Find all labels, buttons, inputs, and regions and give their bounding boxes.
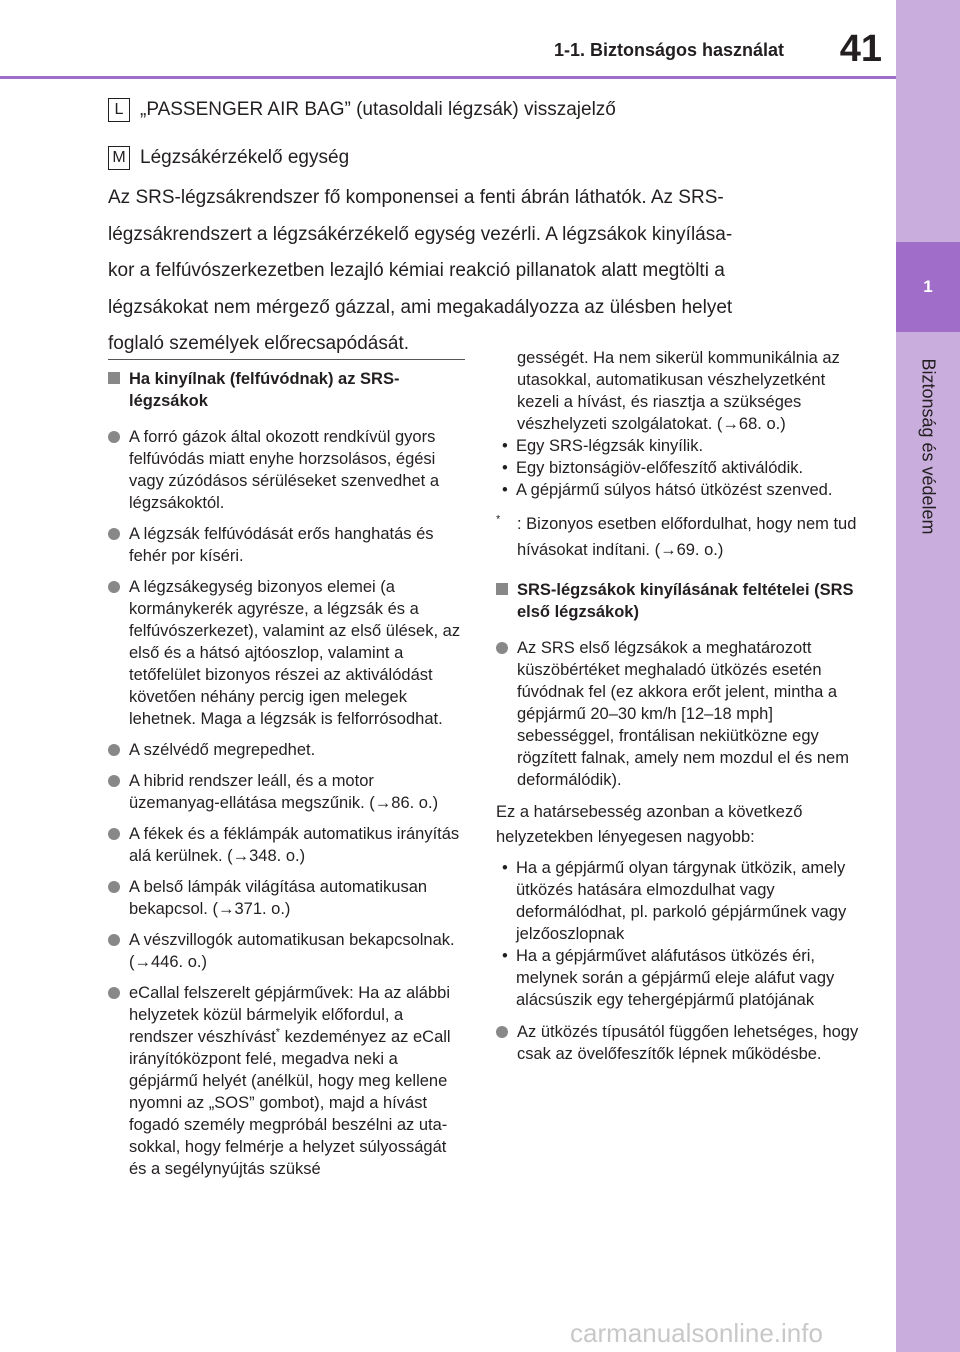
intro-paragraph	[108, 180, 848, 363]
intro-line: foglaló személyek előrecsapódását.	[108, 333, 410, 354]
page-number: 41	[839, 28, 882, 70]
circle-bullet-icon	[108, 528, 120, 540]
header-divider	[0, 76, 896, 79]
bullet-item: • Egy biztonságiöv-előfeszítő aktiválódik.	[502, 459, 804, 477]
square-bullet-icon	[496, 583, 508, 595]
continued-text: gességét. Ha nem sikerül kommunikálnia az utasokkal, automatikusan vészhelyzetként kezeli a hívást, és riasztja a szükséges vészhelyzeti szolgálatokat. (→68. o.)	[517, 349, 840, 433]
section-heading: Ha kinyílnak (felfúvódnak) az SRS-légzsákok	[108, 368, 468, 412]
intro-line: kor a felfúvószerkezetben lezajló kémiai reakció pillanatok alatt megtölti a	[108, 260, 725, 281]
chapter-title: Biztonság és védelem	[918, 358, 939, 535]
footnote-text: : Bizonyos esetben előfordulhat, hogy nem tud hívásokat indítani. (→69. o.)	[517, 515, 857, 559]
intro-line: Az SRS-légzsákrendszer fő komponensei a fenti ábrán láthatók. Az SRS-	[108, 187, 724, 208]
list-item: A szélvédő megrepedhet.	[108, 739, 468, 761]
list-item: Az SRS első légzsákok a meghatározott küszöbértéket meghaladó ütközés esetén fúvódnak fel (ez akkora erőt jelent, mintha a gépjármű 20–30 km/h [12–18 mph] sebességgel, frontálisan nekiütközne egy rögzített falnak, amely nem mozdul el és nem deformálódik).	[496, 637, 860, 791]
circle-bullet-icon	[108, 881, 120, 893]
circle-bullet-icon	[108, 581, 120, 593]
list-item: A forró gázok által okozott rendkívül gyors felfúvódás miatt enyhe horzsolásos, égési vagy zúzódásos sérüléseket szenvedhet a légzsákoktól.	[108, 426, 468, 514]
legend-letter-box: L	[108, 98, 130, 122]
bullet-item: • A gépjármű súlyos hátsó ütközést szenved.	[502, 481, 833, 499]
circle-bullet-icon	[108, 775, 120, 787]
circle-bullet-icon	[108, 828, 120, 840]
legend-text: Légzsákérzékelő egység	[140, 147, 350, 168]
bullet-item: • Ha a gépjármű olyan tárgynak ütközik, amely ütközés hatására elmozdulhat vagy deformálódhat, pl. parkoló gépjárműnek vagy jelzőoszlopnak	[502, 859, 847, 943]
circle-bullet-icon	[108, 987, 120, 999]
square-bullet-icon	[108, 372, 120, 384]
legend-letter-box: M	[108, 146, 130, 170]
circle-bullet-icon	[108, 744, 120, 756]
section-title: 1-1. Biztonságos használat	[553, 40, 784, 60]
list-item: A hibrid rendszer leáll, és a motor üzemanyag-ellátása megszűnik. (→86. o.)	[108, 770, 468, 814]
footnote-marker: *	[496, 513, 501, 526]
bullet-item: • Ha a gépjárművet aláfutásos ütközés éri, melynek során a gépjármű eleje aláfut vagy alácsúszik egy tehergépjármű platójának	[502, 947, 835, 1009]
list-item: A légzsákegység bizonyos elemei (a kormánykerék agyrésze, a légzsák és a felfúvószerkezet), valamint az első ülések, az első és a hátsó ajtóoszlop, valamint a tetőfelület bizonyos részei az aktiválódást követően néhány percig igen melegek lehetnek. Maga a légzsák is felforrósodhat.	[108, 576, 468, 730]
footnote-marker: *	[275, 1026, 281, 1039]
intro-line: légzsákrendszert a légzsákérzékelő egység vezérli. A légzsákok kinyílása-	[108, 223, 733, 245]
bullet-item: • Egy SRS-légzsák kinyílik.	[502, 437, 704, 455]
circle-bullet-icon	[108, 934, 120, 946]
list-item: A légzsák felfúvódását erős hanghatás és fehér por kíséri.	[108, 523, 468, 567]
footnote	[496, 511, 860, 563]
legend-item-l	[108, 98, 616, 122]
legend-text: „PASSENGER AIR BAG” (utasoldali légzsák) visszajelző	[140, 99, 616, 120]
column-divider	[108, 359, 465, 360]
circle-bullet-icon	[108, 431, 120, 443]
watermark: carmanualsonline.info	[570, 1318, 823, 1348]
list-item: Az ütközés típusától függően lehetséges, hogy csak az övelőfeszítők lépnek működésbe.	[496, 1021, 860, 1065]
list-item: A belső lámpák világítása automatikusan bekapcsol. (→371. o.)	[108, 876, 468, 920]
list-item: A vészvillogók automatikusan bekapcsolnak. (→446. o.)	[108, 929, 468, 973]
list-item-ecall: eCallal felszerelt gépjárművek: Ha az alábbi helyzetek közül bármelyik előfordul, a rendszer vészhívást* kezdeményez az eCall irányítóközpont felé, megadva neki a gépjármű helyét (anélkül, hogy meg kellene nyomni az „SOS” gombot), majd a hívást fogadó személy megpróbál beszélni az utasokkal, hogy felmérje a helyzet súlyosságát és a segélynyújtás szüksé	[108, 982, 468, 1180]
section-heading: SRS-légzsákok kinyílásának feltételei (SRS első légzsákok)	[496, 579, 860, 623]
list-item: A fékek és a féklámpák automatikus irányítás alá kerülnek. (→348. o.)	[108, 823, 468, 867]
left-column	[108, 368, 468, 1189]
right-column	[496, 347, 860, 1074]
chapter-number: 1	[923, 277, 933, 296]
circle-bullet-icon	[496, 1026, 508, 1038]
chapter-sidebar	[896, 0, 960, 1352]
paragraph: Ez a határsebesség azonban a következő helyzetekben lényegesen nagyobb:	[496, 803, 803, 846]
legend-item-m	[108, 146, 349, 170]
intro-line: légzsákokat nem mérgező gázzal, ami megakadályozza az ülésben helyet	[108, 296, 733, 318]
circle-bullet-icon	[496, 642, 508, 654]
